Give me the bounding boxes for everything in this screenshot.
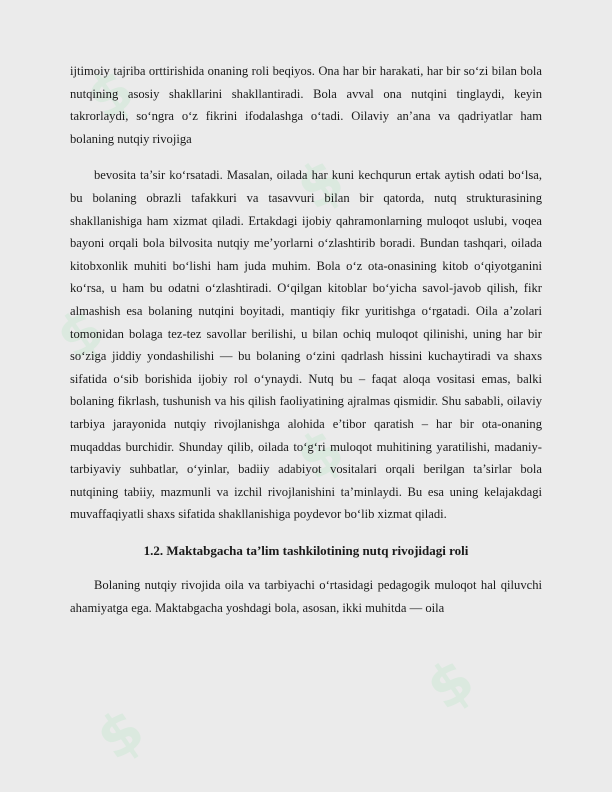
paragraph: bevosita ta’sir ko‘rsatadi. Masalan, oilada har kuni kechqurun ertak aytish odati bo‘lsa, bu bolaning obrazli tafakkuri va tasavvuri bilan bir qatorda, nutq strukturasining shakllanishiga ham xizmat qiladi. Ertakdagi ijobiy qahramonlarning muloqot uslubi, voqea bayoni orqali bola bilvosita nutqiy me’yorlarni o‘zlashtirib boradi. Bundan tashqari, oilada kitobxonlik muhiti bo‘lishi ham juda muhim. Bola o‘z ota-onasining kitob o‘qiyotganini ko‘rsa, u ham bu odatni o‘zlashtiradi. O‘qilgan kitoblar bo‘yicha savol-javob qilish, fikr almashish esa bolaning nutqini boyitadi, mantiqiy fikr yuritishga o‘rgatadi. Oila a’zolari tomonidan bolaga tez-tez savollar berilishi, u bilan ochiq muloqot qilinishi, uning har bir so‘ziga jiddiy yondashilishi — bu bolaning o‘zini qadrlash hissini kuchaytiradi va shaxs sifatida o‘sib borishida ijobiy rol o‘ynaydi. Nutq bu – faqat aloqa vositasi emas, balki bolaning fikrlash, tushunish va his qilish faoliyatining ajralmas qismidir. Shu sababli, oilaviy tarbiya jarayonida nutqiy rivojlanishga alohida e’tibor qaratish – har bir ota-onaning muqaddas burchidir. Shunday qilib, oilada to‘g‘ri muloqot muhitining yaratilishi, madaniy-tarbiyaviy suhbatlar, o‘yinlar, badiiy adabiyot vositalari orqali berilgan ta’sirlar bola nutqining tabiiy, mazmunli va izchil rivojlanishini ta’minlaydi. Bu esa uning kelajakdagi muvaffaqiyatli shaxs sifatida shakllanishiga poydevor bo‘lib xizmat qiladi.	[70, 168, 542, 522]
paragraph: Bolaning nutqiy rivojida oila va tarbiyachi o‘rtasidagi pedagogik muloqot hal qiluvchi ahamiyatga ega. Maktabgacha yoshdagi bola, asosan, ikki muhitda — oila	[70, 578, 542, 616]
watermark-logo: $	[414, 644, 487, 724]
watermark-logo: $	[284, 414, 357, 494]
document-body	[70, 60, 542, 620]
watermark-logo: $	[284, 144, 357, 224]
paragraph-continued: ijtimoiy tajriba orttirishida onaning roli beqiyos. Ona har bir harakati, har bir so‘zi bilan bola nutqining asosiy shakllarini shakllantiradi. Bola avval ona nutqini tinglaydi, keyin takrorlaydi, so‘ngra o‘z fikrini ifodalashga o‘tadi. Oilaviy an’ana va qadriyatlar ham bolaning nutqiy rivojiga	[70, 64, 542, 146]
section-heading: 1.2. Maktabgacha ta’lim tashkilotining nutq rivojidagi roli	[143, 542, 469, 558]
watermark-logo: $	[74, 54, 147, 134]
watermark-logo: $	[84, 694, 157, 774]
watermark-logo: $	[44, 294, 117, 374]
